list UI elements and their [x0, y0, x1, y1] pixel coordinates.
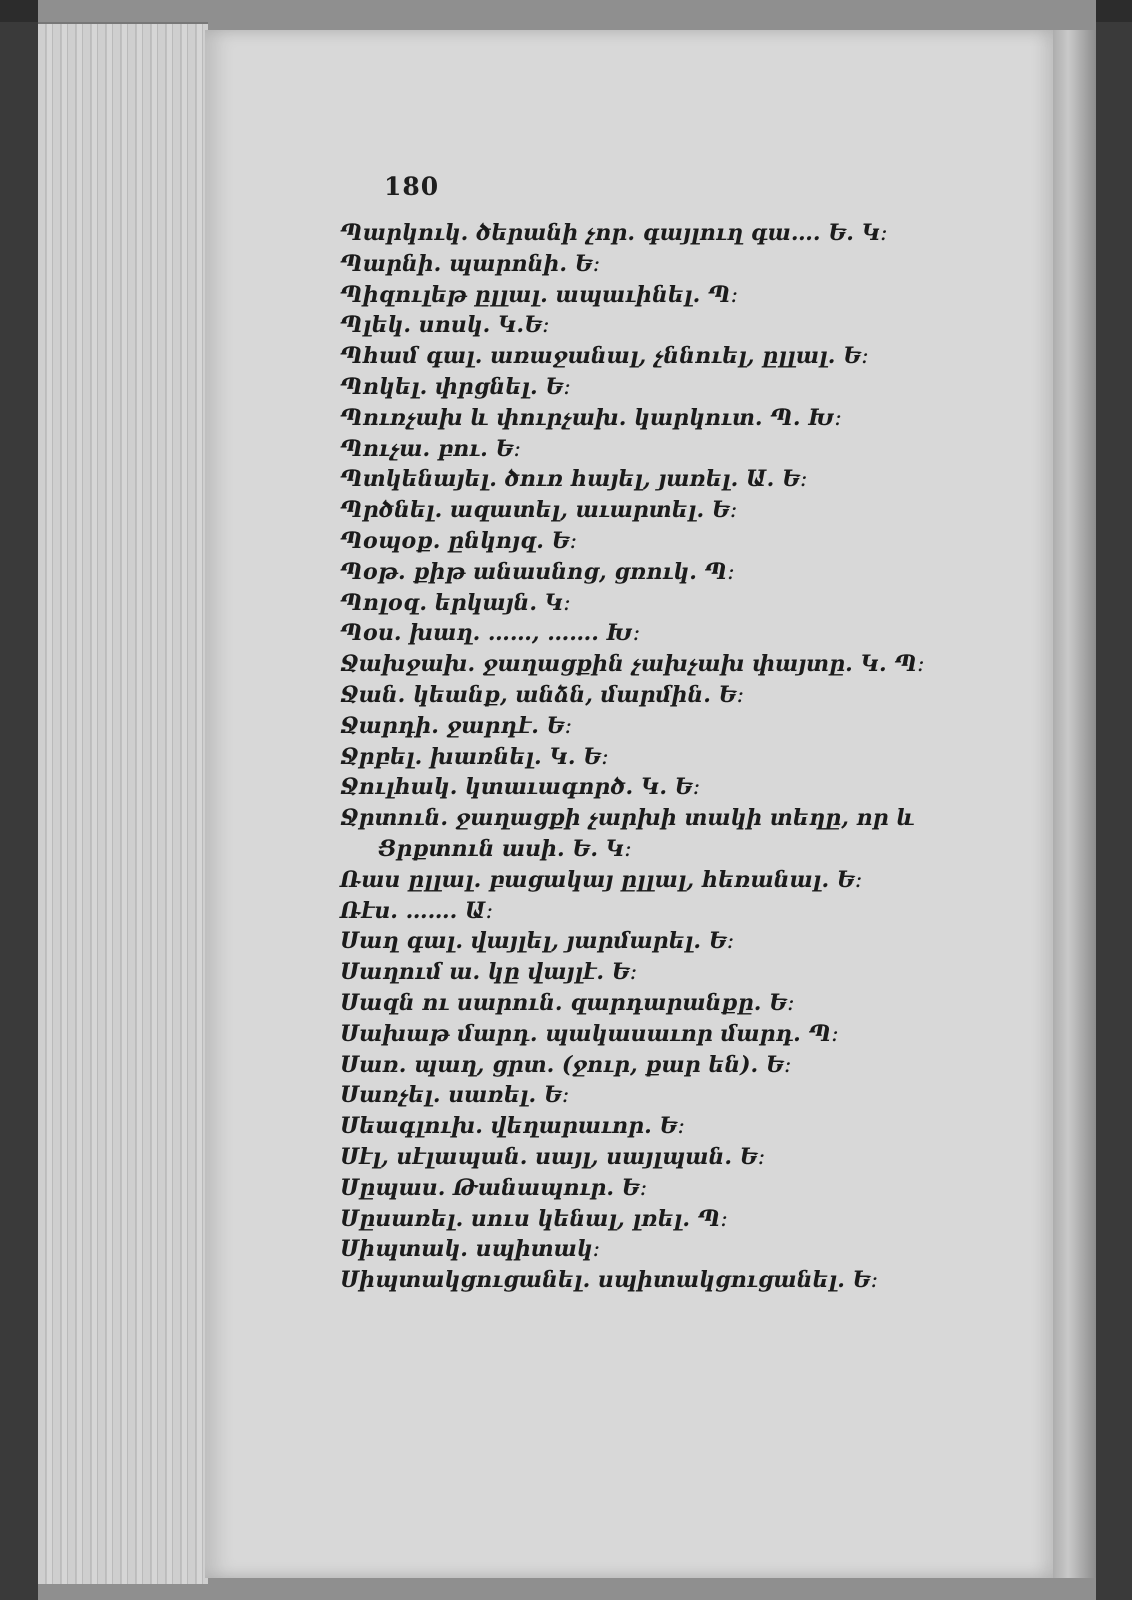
dictionary-entry-continuation: Ցրքտուն ասի․ Ե․ Կ։: [378, 835, 632, 862]
dictionary-entry: Պօպօք․ ընկոյզ․ Ե։: [340, 527, 578, 554]
dictionary-entry: Սաղում ա․ կը վայլէ․ Ե։: [340, 959, 638, 986]
dictionary-entry: Պիզուլեթ ըլլալ․ ապաւինել․ Պ։: [340, 281, 739, 308]
dictionary-entry: Սառ․ պաղ, ցրտ․ (ջուր, քար են)․ Ե։: [340, 1051, 792, 1078]
dictionary-entry: Պուչա․ բու․ Ե։: [340, 435, 522, 462]
dictionary-entry: Պհամ գալ․ առաջանալ, չննուել, ըլլալ․ Ե։: [340, 343, 869, 370]
dictionary-entry: Սէլ, սէլապան․ սայլ, սայլպան․ Ե։: [340, 1143, 766, 1170]
dictionary-entry: Սախաթ մարդ․ պակասաւոր մարդ․ Պ։: [340, 1020, 839, 1047]
dictionary-entry: Պլեկ․ սոսկ․ Կ․Ե։: [340, 312, 550, 339]
dictionary-entry: Սըսառել․ սուս կենալ, լռել․ Պ։: [340, 1205, 728, 1232]
dictionary-entry: Պոլօզ․ երկայն․ Կ։: [340, 589, 571, 616]
dictionary-entry: Սըպաս․ Թանապուր․ Ե։: [340, 1174, 648, 1201]
dictionary-entry: Ջախջախ․ ջաղացքին չախչախ փայտը․ Կ․ Պ։: [340, 651, 925, 678]
dictionary-entry: Պօթ․ քիթ անասնոց, ցռուկ․ Պ։: [340, 558, 735, 585]
dictionary-entry: Սառչել․ սառել․ Ե։: [340, 1082, 570, 1109]
right-page-edge: [1050, 30, 1096, 1578]
page-number: 180: [384, 172, 440, 201]
dictionary-entry: Պարնի․ պարոնի․ Ե։: [340, 250, 601, 277]
page-edges: [38, 22, 208, 1584]
dictionary-entry: Ռէս․ ……․ Ա։: [340, 897, 494, 924]
dictionary-entry: Պարկուկ․ ծերանի չոր․ գայլուղ գա…․ Ե․ Կ։: [340, 220, 888, 246]
dictionary-entry: Սազն ու սարուն․ զարդարանքը․ Ե։: [340, 989, 795, 1016]
dictionary-entry: Պօս․ խաղ․ ……, ……․ Խ։: [340, 620, 641, 647]
dictionary-entry: Ռաս ըլլալ․ բացակայ ըլլալ, հեռանալ․ Ե։: [340, 866, 863, 893]
dictionary-entry: Ջան․ կեանք, անձն, մարմին․ Ե։: [340, 681, 745, 708]
dictionary-entry: Ջրբել․ խառնել․ Կ․ Ե։: [340, 743, 609, 770]
dictionary-entry: Ջարդի․ ջարդէ․ Ե։: [340, 712, 573, 739]
dictionary-entry: Պրծնել․ ազատել, աւարտել․ Ե։: [340, 497, 738, 524]
dictionary-entry: Պտկենայել․ ծուռ հայել, յառել․ Ա․ Ե։: [340, 466, 808, 493]
dictionary-entry: Սաղ գալ․ վայլել, յարմարել․ Ե։: [340, 928, 735, 955]
dictionary-entry: Սեագլուխ․ վեղարաւոր․ Ե։: [340, 1113, 685, 1140]
dictionary-entries: [340, 218, 1000, 1296]
dictionary-entry: Սիպտակ․ սպիտակ։: [340, 1236, 601, 1263]
dictionary-entry: Պոկել․ փրցնել․ Ե։: [340, 373, 571, 400]
dictionary-entry: Ջրտուն․ ջաղացքի չարխի տակի տեղը, որ և: [340, 805, 915, 832]
dictionary-entry: Ջուլհակ․ կտաւագործ․ Կ․ Ե։: [340, 774, 701, 801]
dictionary-entry: Պուռչախ և փուրչախ․ կարկուտ․ Պ․ Խ։: [340, 404, 842, 431]
dictionary-entry: Սիպտակցուցանել․ սպիտակցուցանել․ Ե։: [340, 1267, 879, 1294]
